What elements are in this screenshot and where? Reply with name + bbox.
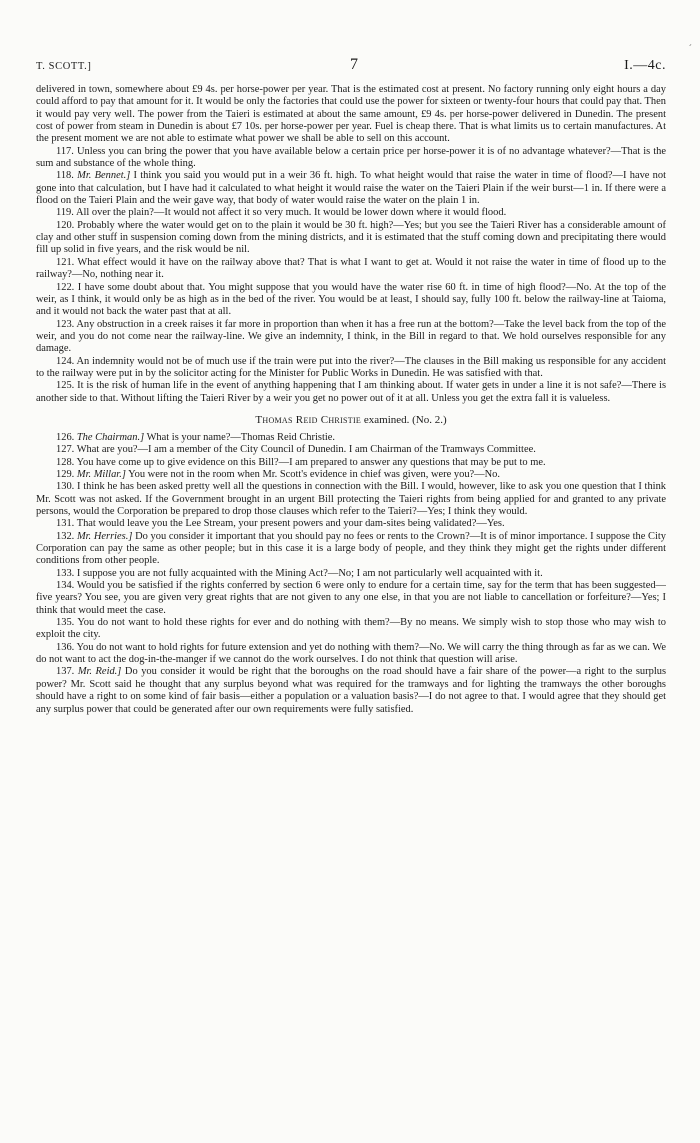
question-text: You do not want to hold these rights for ever and do nothing with them?—By no means. We simply wish to stop those who may wish to exploit the city. [36,617,666,641]
question-text: Probably where the water would get on to the plain it would be 30 ft. high?—Yes; but you see the Taieri River has a considerable amount of clay and other stuff in suspension coming down from the mining districts, and it is estimated that the stuff coming down and precipitating there would fill up solid in five years, and the risk would be nil. [36,219,667,256]
question-paragraph [36,666,666,715]
question-number: 118. [56,170,74,182]
question-number: 130. [56,481,75,493]
question-text: I have some doubt about that. You might suppose that you would have the water rise 60 ft. in time of high flood?—No. At the top of the weir, as I think, it would only be as high as in the bed of the river. You would be at least, I should say, fully 100 ft. below the railway-line at Taioma, and it would not back the water past that at all. [36,281,667,318]
section-heading [36,414,666,427]
evidence-block-scott [36,146,666,405]
question-text: You do not want to hold rights for future extension and yet do nothing with them?—No. We will carry the thing through as far as we can. We do not want to act the dog-in-the-manger if we cannot do the work ourselves. I do not think that question will arise. [36,641,666,666]
page-header [36,58,672,78]
heading-rest: examined. (No. 2.) [361,413,447,426]
question-number: 133. [56,567,75,579]
question-text: Unless you can bring the power that you have available below a certain price per horse-power it is of no advantage whatever?—That is the sum and substance of the whole thing. [36,145,667,170]
question-text: Would you be satisfied if the rights conferred by section 6 were only to endure for a certain time, say for the term that has been suggested—five years? You see, you are given very great rights that are not given to any one else, in that you are not liable to cancellation or forfeiture?—Yes; I think that would meet the case. [36,580,666,616]
question-paragraph [36,282,666,319]
question-paragraph [36,568,666,580]
question-number: 125. [56,380,75,392]
question-paragraph [36,319,666,356]
question-number: 123. [56,318,75,330]
question-paragraph [36,444,666,456]
question-paragraph [36,481,666,518]
question-text: What is your name?—Thomas Reid Christie. [146,431,335,443]
header-witness-name: T. SCOTT.] [36,61,92,72]
document-body [36,84,666,716]
question-paragraph [36,170,666,207]
question-text: All over the plain?—It would not affect it so very much. It would be lower down where it would flood. [75,207,507,219]
question-paragraph [36,469,666,481]
question-number: 132. [56,530,75,542]
witness-name: Thomas Reid Christie [255,413,362,426]
question-text: You have come up to give evidence on this Bill?—I am prepared to answer any questions that may be put to me. [76,456,546,468]
page-number: 7 [350,56,358,73]
question-number: 117. [56,145,74,157]
question-paragraph [36,207,666,219]
speaker-label: Mr. Herries.] [76,530,133,542]
margin-mark: ˊ [688,44,692,55]
question-paragraph [36,642,666,667]
question-text: That would leave you the Lee Stream, your present powers and your dam-sites being validated?—Yes. [76,518,505,530]
question-number: 131. [56,518,75,530]
speaker-label: The Chairman.] [76,431,145,443]
question-paragraph [36,257,666,282]
question-text: You were not in the room when Mr. Scott's evidence in chief was given, were you?—No. [128,468,500,480]
question-text: I think you said you would put in a weir 36 ft. high. To what height would that raise the water in time of flood?—I have not gone into that calculation, but I have had it calculated to what height it would raise the water on the Taieri Plain if the weir burst—1 in. If there were a flood on the Taieri Plain and the weir gave way, that body of water would raise the water on the plain 1 in. [36,170,667,207]
speaker-label: Mr. Bennet.] [77,170,131,182]
speaker-label: Mr. Reid.] [77,666,122,678]
question-number: 136. [56,641,75,653]
question-text: Do you consider it would be right that the boroughs on the road should have a fair share of the power—a right to the surplus power? Mr. Scott said he thought that any surplus beyond what was required for the tramways and for lighting the tramways the other boroughs should have a right to on some kind of fair basis—either a population or a valuation basis?—I do not agree to that. I would agree that they should get any surplus power that could be generated after our own requirements were fully satisfied. [36,666,667,715]
question-text: Do you consider it important that you should pay no fees or rents to the Crown?—It is of minor importance. I suppose the City Corporation can pay the same as other people; but in this case it is a large body of people, and they think they might get the rights under different conditions from other people. [36,530,667,567]
speaker-label: Mr. Millar.] [76,468,126,480]
question-number: 129. [56,468,75,480]
question-text: What are you?—I am a member of the City Council of Dunedin. I am Chairman of the Tramways Committee. [76,444,536,456]
question-paragraph [36,518,666,530]
evidence-block-christie [36,432,666,716]
question-number: 128. [56,456,75,468]
question-number: 122. [56,281,75,293]
question-paragraph [36,457,666,469]
question-paragraph [36,531,666,568]
question-number: 119. [56,207,74,219]
question-paragraph [36,380,666,405]
question-paragraph [36,432,666,444]
question-number: 127. [56,444,75,456]
question-number: 121. [56,256,75,268]
question-number: 120. [56,219,75,231]
question-paragraph [36,617,666,642]
question-number: 134. [56,580,75,592]
question-number: 137. [56,666,75,678]
question-number: 124. [56,355,75,367]
question-number: 135. [56,617,75,629]
question-text: It is the risk of human life in the event of anything happening that I am thinking about. If water gets in under a line it is not safe?—There is another side to that. Without lifting the Taieri River by a weir you get no power out of it at all. Unless you get the extra fall it is valueless. [36,380,667,404]
intro-paragraph: delivered in town, somewhere about £9 4s. per horse-power per year. That is the estimated cost at present. No factory running only eight hours a day could afford to pay that amount for it. It would be only the factories that could use the power for sixteen or twenty-four hours that could pay that. Then it would pay very well. The power from the Taieri is estimated at about the same amount, £9 4s. per horse-power delivered in Dunedin. The present cost of power from steam in Dunedin is about £7 10s. per horse-power per year. Fuel is cheap there. That is what limits us to certain manufactures. At the present moment we are not able to estimate what power we shall be able to sell on this account. [36,84,666,145]
question-paragraph [36,580,666,617]
question-paragraph [36,356,666,381]
question-paragraph [36,146,666,171]
question-paragraph [36,220,666,257]
question-text: An indemnity would not be of much use if the train were put into the river?—The clauses in the Bill making us responsible for any accident to the railway were put in by the solicitor acting for the Minister for Public Works in Dunedin. He was satisfied with that. [36,355,666,379]
document-reference: I.—4c. [624,58,666,73]
question-text: I suppose you are not fully acquainted with the Mining Act?—No; I am not particularly well acquainted with it. [76,567,543,579]
question-text: What effect would it have on the railway above that? That is what I want to get at. Would it not raise the water in time of flood up to the railway?—No, nothing near it. [36,256,666,281]
question-number: 126. [56,431,75,443]
question-text: Any obstruction in a creek raises it far more in proportion than when it has a free run at the bottom?—Take the level back from the top of the weir, and you do not come near the railway-line. We give an indemnity, I think, in the Bill in regard to that. We hold ourselves responsible for any damage. [36,318,666,355]
question-text: I think he has been asked pretty well all the questions in connection with the Bill. I would, however, like to ask you one question that I think Mr. Scott was not asked. If the Government brought in an urgent Bill protecting the Taieri rights from being applied for and granted to any private persons, would the Corporation be prepared to drop those clauses which refer to the Taieri?—Yes; I think they would. [36,481,667,517]
